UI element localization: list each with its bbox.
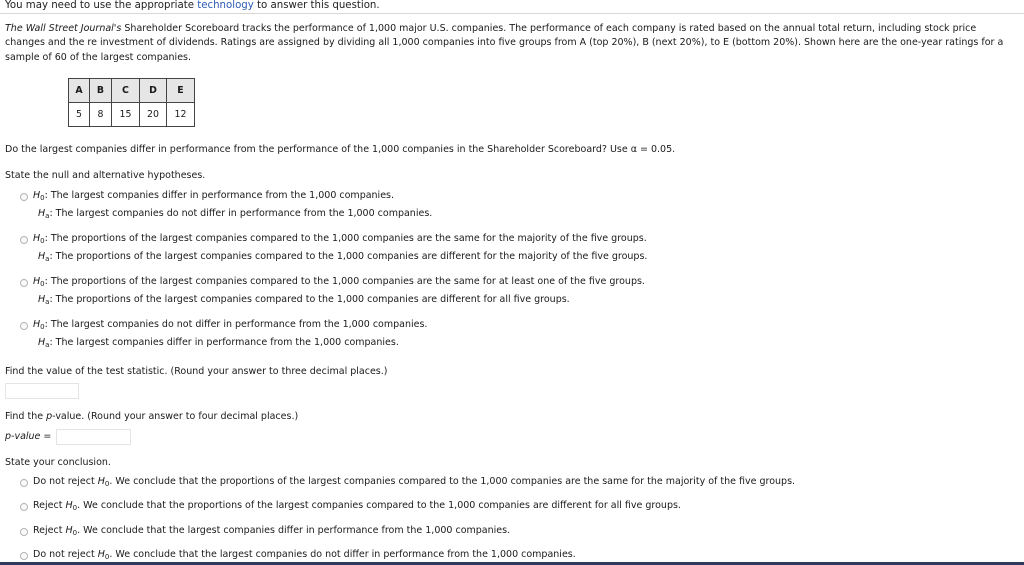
hypothesis-radio-4[interactable] <box>20 322 28 330</box>
hypothesis-radio-2[interactable] <box>20 236 28 244</box>
hypothesis-3-ha-text: : The proportions of the largest companies compared to the 1,000 companies are different for all five groups. <box>49 294 570 305</box>
pvalue-prompt <box>5 411 298 423</box>
test-statistic-input[interactable] <box>5 383 79 399</box>
hypothesis-option-3-ha: $H_a$: The proportions of the largest companies compared to the 1,000 companies are different for all five groups. <box>38 294 570 306</box>
conclusion-option-1[interactable]: Do not reject $H_0$. We conclude that the proportions of the largest companies compared to the 1,000 companies are the same for the majority of the five groups. <box>33 476 796 488</box>
pvalue-prompt-p: p <box>46 411 53 422</box>
instruction-prefix: You may need to use the appropriate <box>5 0 198 11</box>
top-divider <box>0 13 1024 14</box>
hypothesis-option-4-ha: $H_a$: The largest companies differ in performance from the 1,000 companies. <box>38 337 399 349</box>
conclusion-option-2[interactable]: Reject $H_0$. We conclude that the proportions of the largest companies compared to the 1,000 companies are different for all five groups. <box>33 500 681 512</box>
hypothesis-3-h0-text: : The proportions of the largest companies compared to the 1,000 companies are the same for at least one of the five groups. <box>44 276 645 287</box>
table-row <box>69 103 195 127</box>
conclusion-option-4[interactable]: Do not reject $H_0$. We conclude that the largest companies do not differ in performance from the 1,000 companies. <box>33 549 576 561</box>
table-cell-c: 15 <box>112 103 140 127</box>
conclusion-2-pre: Reject <box>33 500 66 511</box>
conclusion-radio-1[interactable] <box>20 479 28 487</box>
conclusion-3-pre: Reject <box>33 525 66 536</box>
conclusion-1-pre: Do not reject <box>33 476 98 487</box>
conclusion-prompt: State your conclusion. <box>5 457 111 468</box>
test-statistic-prompt: Find the value of the test statistic. (Round your answer to three decimal places.) <box>5 366 388 377</box>
hypothesis-2-h0-text: : The proportions of the largest companies compared to the 1,000 companies are the same for the majority of the five groups. <box>44 233 647 244</box>
pvalue-label: p-value = <box>5 431 52 442</box>
main-question: Do the largest companies differ in performance from the performance of the 1,000 companies in the Shareholder Scoreboard? Use α = 0.05. <box>5 144 676 155</box>
table-header-d: D <box>140 79 167 103</box>
ratings-table <box>68 78 195 127</box>
pvalue-prompt-post: -value. (Round your answer to four decimal places.) <box>52 411 299 422</box>
hypothesis-2-ha-text: : The proportions of the largest companies compared to the 1,000 companies are different for the majority of the five groups. <box>49 251 648 262</box>
conclusion-2-post: . We conclude that the proportions of the largest companies compared to the 1,000 companies are different for all five groups. <box>77 500 681 511</box>
conclusion-4-post: . We conclude that the largest companies do not differ in performance from the 1,000 companies. <box>109 549 576 560</box>
table-header-b: B <box>90 79 112 103</box>
conclusion-radio-3[interactable] <box>20 528 28 536</box>
hypothesis-radio-1[interactable] <box>20 193 28 201</box>
conclusion-option-3[interactable]: Reject $H_0$. We conclude that the largest companies differ in performance from the 1,000 companies. <box>33 525 511 537</box>
table-header-row <box>69 79 195 103</box>
hypothesis-option-1-h0[interactable]: $H_0$: The largest companies differ in performance from the 1,000 companies. <box>33 190 395 202</box>
conclusion-radio-4[interactable] <box>20 552 28 560</box>
conclusion-4-pre: Do not reject <box>33 549 98 560</box>
instruction-suffix: to answer this question. <box>253 0 380 11</box>
hypothesis-1-ha-text: : The largest companies do not differ in performance from the 1,000 companies. <box>49 208 433 219</box>
table-cell-a: 5 <box>69 103 90 127</box>
hypothesis-option-1-ha: $H_a$: The largest companies do not differ in performance from the 1,000 companies. <box>38 208 433 220</box>
pvalue-prompt-pre: Find the <box>5 411 47 422</box>
table-cell-e: 12 <box>167 103 195 127</box>
conclusion-3-post: . We conclude that the largest companies differ in performance from the 1,000 companies. <box>77 525 511 536</box>
hypothesis-option-2-ha: $H_a$: The proportions of the largest companies compared to the 1,000 companies are different for the majority of the five groups. <box>38 251 648 263</box>
table-cell-b: 8 <box>90 103 112 127</box>
instruction-line <box>5 0 380 11</box>
hypothesis-option-4-h0[interactable]: $H_0$: The largest companies do not differ in performance from the 1,000 companies. <box>33 319 428 331</box>
intro-text: Shareholder Scoreboard tracks the performance of 1,000 major U.S. companies. The performance of each company is rated based on the annual total return, including stock price changes and the re investment of dividends. Ratings are assigned by dividing all 1,000 companies into five groups from A (top 20%), B (next 20%), to E (bottom 20%). Shown here are the one-year ratings for a sample of 60 of the largest companies. <box>5 23 1004 63</box>
table-header-c: C <box>112 79 140 103</box>
table-cell-d: 20 <box>140 103 167 127</box>
hypothesis-option-2-h0[interactable]: $H_0$: The proportions of the largest companies compared to the 1,000 companies are the same for the majority of the five groups. <box>33 233 647 245</box>
hypothesis-1-h0-text: : The largest companies differ in performance from the 1,000 companies. <box>44 190 395 201</box>
pvalue-input[interactable] <box>56 429 131 445</box>
hypothesis-option-3-h0[interactable]: $H_0$: The proportions of the largest companies compared to the 1,000 companies are the same for at least one of the five groups. <box>33 276 645 288</box>
conclusion-1-post: . We conclude that the proportions of the largest companies compared to the 1,000 companies are the same for the majority of the five groups. <box>109 476 796 487</box>
hypothesis-radio-3[interactable] <box>20 279 28 287</box>
table-header-e: E <box>167 79 195 103</box>
table-header-a: A <box>69 79 90 103</box>
problem-intro <box>5 22 1019 65</box>
conclusion-radio-2[interactable] <box>20 503 28 511</box>
hypothesis-4-h0-text: : The largest companies do not differ in performance from the 1,000 companies. <box>44 319 428 330</box>
technology-link[interactable]: technology <box>197 0 254 11</box>
source-name: The Wall Street Journal's <box>5 23 122 34</box>
hypotheses-prompt: State the null and alternative hypotheses. <box>5 170 206 181</box>
hypothesis-4-ha-text: : The largest companies differ in performance from the 1,000 companies. <box>49 337 399 348</box>
